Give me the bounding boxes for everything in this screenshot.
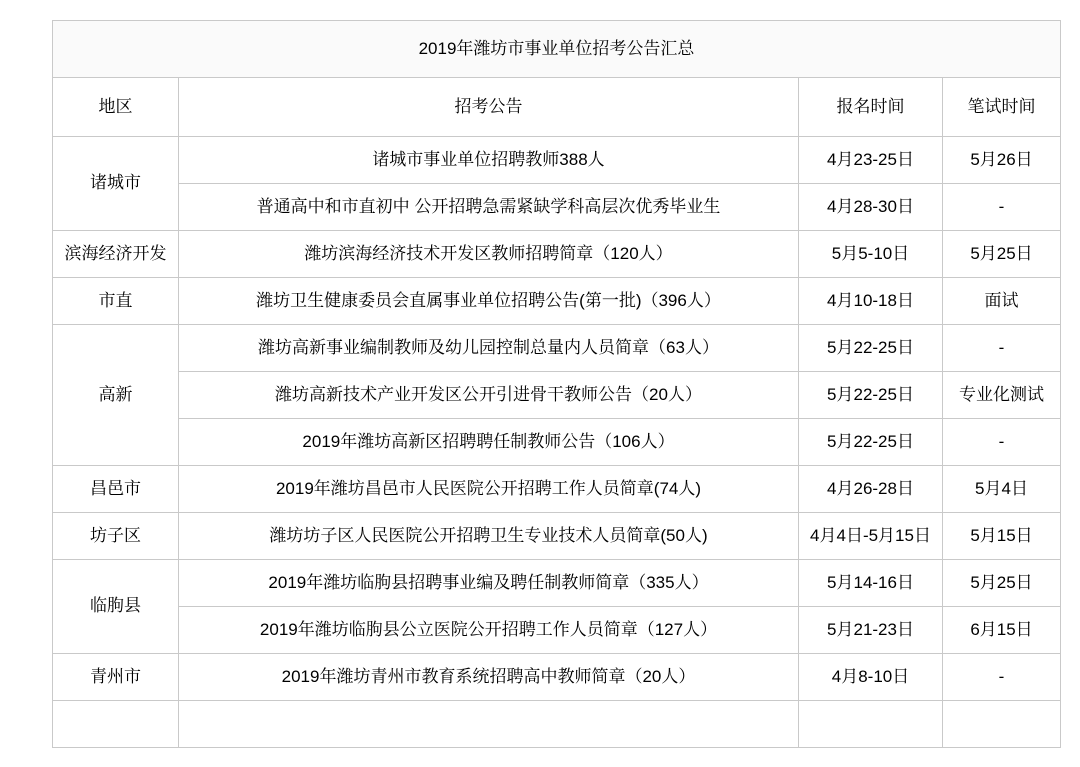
- column-header-exam-time: 笔试时间: [943, 78, 1061, 137]
- exam-time: 5月25日: [943, 231, 1061, 278]
- table-row: [53, 560, 1061, 607]
- table-row: [53, 654, 1061, 701]
- announcement-summary-table: [52, 20, 1061, 748]
- region-cell: 高新: [53, 325, 179, 466]
- signup-time: 4月8-10日: [799, 654, 943, 701]
- region-cell: 青州市: [53, 654, 179, 701]
- region-cell: 诸城市: [53, 137, 179, 231]
- signup-time: 5月22-25日: [799, 372, 943, 419]
- region-cell: 坊子区: [53, 513, 179, 560]
- notice-link[interactable]: 潍坊坊子区人民医院公开招聘卫生专业技术人员简章(50人): [179, 513, 799, 560]
- signup-time: 5月22-25日: [799, 419, 943, 466]
- region-cell: 临朐县: [53, 560, 179, 654]
- notice-link[interactable]: 潍坊卫生健康委员会直属事业单位招聘公告(第一批)（396人）: [179, 278, 799, 325]
- exam-time: 面试: [943, 278, 1061, 325]
- signup-time: 5月14-16日: [799, 560, 943, 607]
- column-header-notice: 招考公告: [179, 78, 799, 137]
- signup-time: 4月26-28日: [799, 466, 943, 513]
- exam-time: 6月15日: [943, 607, 1061, 654]
- table-row: [53, 372, 1061, 419]
- region-cell: 滨海经济开发: [53, 231, 179, 278]
- table-row: [53, 231, 1061, 278]
- table-row: [53, 466, 1061, 513]
- table-title-row: [53, 21, 1061, 78]
- signup-time: 5月22-25日: [799, 325, 943, 372]
- region-cell-empty: [53, 701, 179, 748]
- table-header-row: [53, 78, 1061, 137]
- exam-time: -: [943, 419, 1061, 466]
- signup-time: 4月28-30日: [799, 184, 943, 231]
- exam-time: -: [943, 325, 1061, 372]
- table-body: [53, 21, 1061, 748]
- notice-link[interactable]: 诸城市事业单位招聘教师388人: [179, 137, 799, 184]
- notice-link[interactable]: 2019年潍坊高新区招聘聘任制教师公告（106人）: [179, 419, 799, 466]
- signup-time: 4月10-18日: [799, 278, 943, 325]
- column-header-signup-time: 报名时间: [799, 78, 943, 137]
- notice-link[interactable]: 潍坊高新技术产业开发区公开引进骨干教师公告（20人）: [179, 372, 799, 419]
- notice-link[interactable]: 2019年潍坊青州市教育系统招聘高中教师简章（20人）: [179, 654, 799, 701]
- signup-time: 4月4日-5月15日: [799, 513, 943, 560]
- exam-time: -: [943, 654, 1061, 701]
- notice-link[interactable]: 2019年潍坊昌邑市人民医院公开招聘工作人员简章(74人): [179, 466, 799, 513]
- column-header-region: 地区: [53, 78, 179, 137]
- exam-cell-empty: [943, 701, 1061, 748]
- notice-link[interactable]: 普通高中和市直初中 公开招聘急需紧缺学科高层次优秀毕业生: [179, 184, 799, 231]
- exam-time: 5月15日: [943, 513, 1061, 560]
- exam-time: 5月25日: [943, 560, 1061, 607]
- exam-time: -: [943, 184, 1061, 231]
- region-cell: 市直: [53, 278, 179, 325]
- exam-time: 专业化测试: [943, 372, 1061, 419]
- table-row: [53, 184, 1061, 231]
- notice-link[interactable]: 2019年潍坊临朐县公立医院公开招聘工作人员简章（127人）: [179, 607, 799, 654]
- notice-link[interactable]: 2019年潍坊临朐县招聘事业编及聘任制教师简章（335人）: [179, 560, 799, 607]
- notice-link[interactable]: 潍坊高新事业编制教师及幼儿园控制总量内人员简章（63人）: [179, 325, 799, 372]
- exam-time: 5月26日: [943, 137, 1061, 184]
- table-row: [53, 325, 1061, 372]
- signup-time: 5月21-23日: [799, 607, 943, 654]
- notice-link[interactable]: 潍坊滨海经济技术开发区教师招聘简章（120人）: [179, 231, 799, 278]
- table-row: [53, 419, 1061, 466]
- signup-cell-empty: [799, 701, 943, 748]
- table-row: [53, 278, 1061, 325]
- region-cell: 昌邑市: [53, 466, 179, 513]
- table-row: [53, 137, 1061, 184]
- notice-cell-empty: [179, 701, 799, 748]
- table-row: [53, 607, 1061, 654]
- table-title: 2019年潍坊市事业单位招考公告汇总: [53, 21, 1061, 78]
- table-row: [53, 513, 1061, 560]
- signup-time: 4月23-25日: [799, 137, 943, 184]
- exam-time: 5月4日: [943, 466, 1061, 513]
- table-row-partial: [53, 701, 1061, 748]
- signup-time: 5月5-10日: [799, 231, 943, 278]
